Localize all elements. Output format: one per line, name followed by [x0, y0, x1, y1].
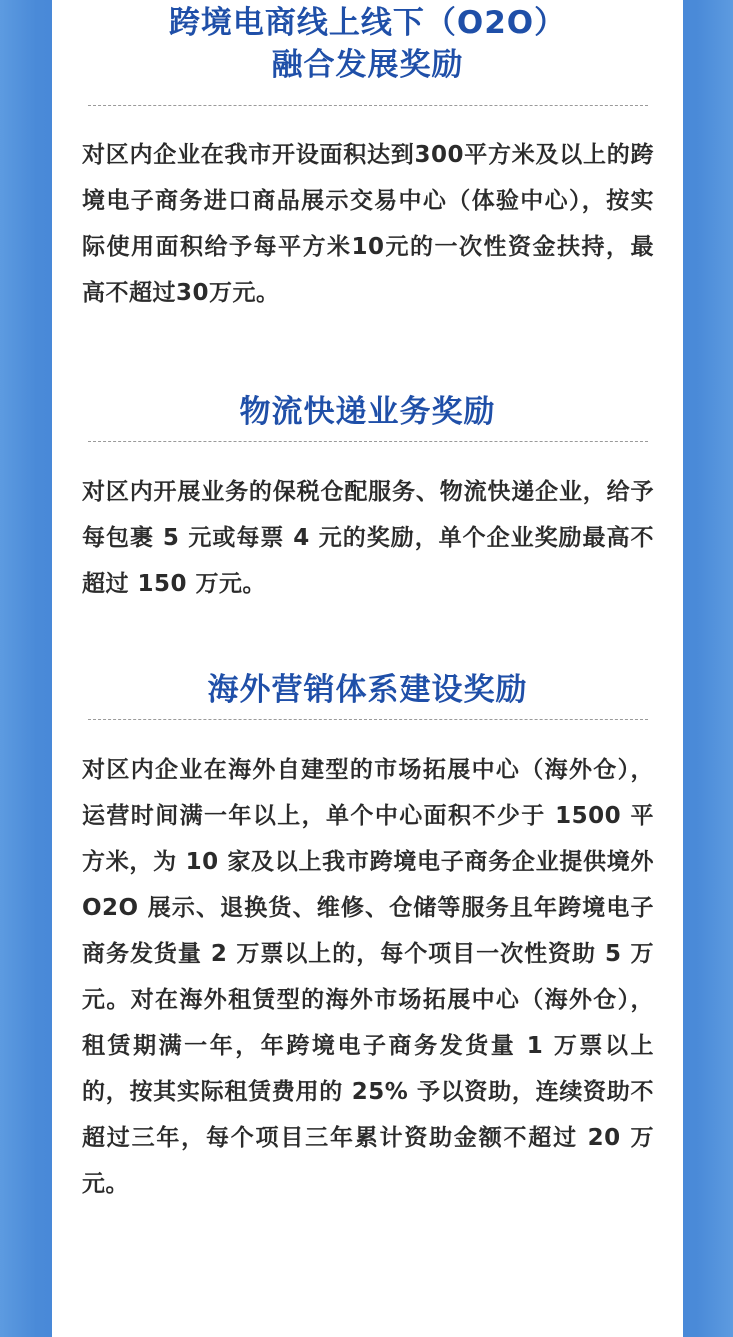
- section-body: 对区内企业在我市开设面积达到300平方米及以上的跨境电子商务进口商品展示交易中心（体验中心），按实际使用面积给予每平方米10元的一次性资金扶持，最高不超过30万元。: [82, 142, 654, 306]
- section-title: 海外营销体系建设奖励: [207, 672, 528, 708]
- section-body: 对区内开展业务的保税仓配服务、物流快递企业，给予每包裹 5 元或每票 4 元的奖励，单个企业奖励最高不超过 150 万元。: [82, 479, 654, 597]
- section-title: 物流快递业务奖励: [239, 394, 496, 430]
- section-divider: [88, 105, 648, 106]
- section-divider: [88, 441, 648, 442]
- section-body: 对区内企业在海外自建型的市场拓展中心（海外仓），运营时间满一年以上，单个中心面积不少于 1500 平方米，为 10 家及以上我市跨境电子商务企业提供境外 O2O 展示、退换货、维修、仓储等服务且年跨境电子商务发货量 2 万票以上的，每个项目一次性资助 5 万元。对在海外租赁型的海外市场拓展中心（海外仓），租赁期满一年，年跨境电子商务发货量 1 万票以上的，按其实际租赁费用的 25% 予以资助，连续资助不超过三年，每个项目三年累计资助金额不超过 20 万元。: [82, 757, 654, 1197]
- content-card: [52, 0, 683, 1337]
- section-title-line2: 融合发展奖励: [271, 47, 464, 83]
- section-title-line1: 跨境电商线上线下（O2O）: [168, 5, 567, 41]
- section-divider: [88, 719, 648, 720]
